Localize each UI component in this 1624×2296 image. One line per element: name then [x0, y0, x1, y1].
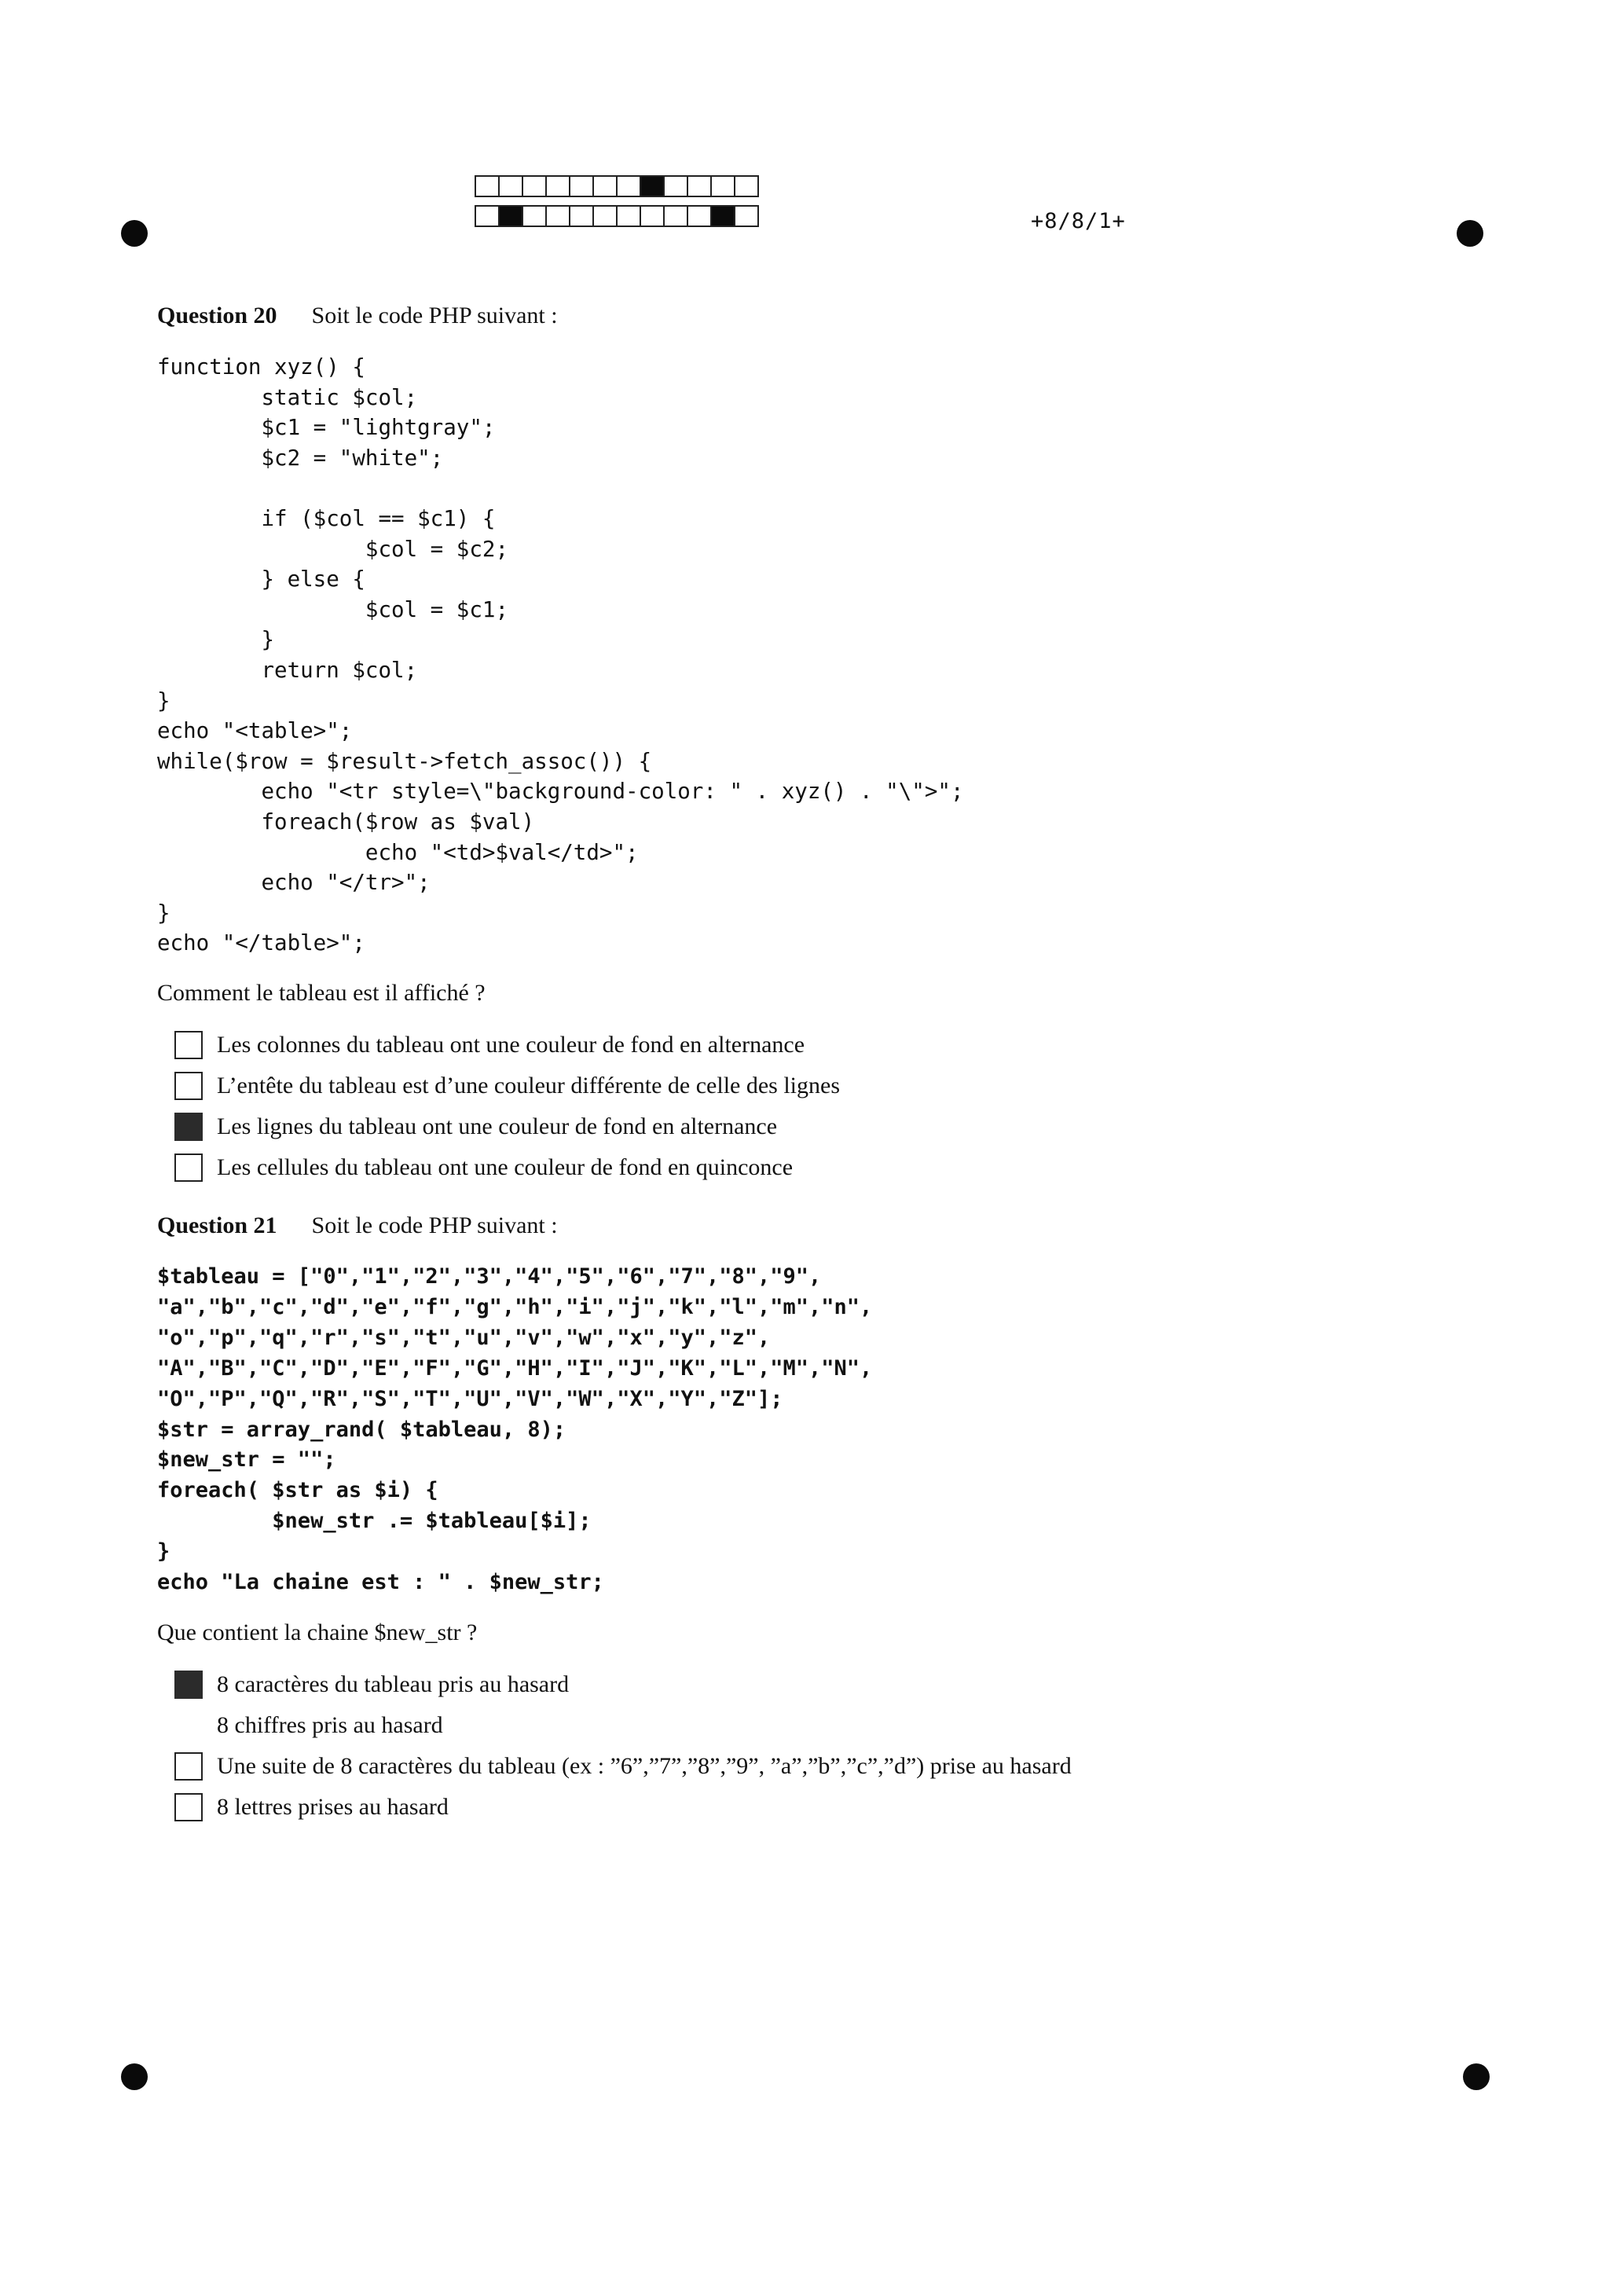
- q20-answer-4-label: Les cellules du tableau ont une couleur de fond en quinconce: [217, 1154, 794, 1180]
- question-20-intro: Soit le code PHP suivant :: [311, 303, 558, 328]
- id-grid-cell: [710, 175, 735, 197]
- q21-answer-4[interactable]: [174, 1790, 449, 1825]
- id-grid-cell: [569, 175, 594, 197]
- id-grid-row-1: [476, 175, 759, 197]
- id-grid-cell: [616, 175, 641, 197]
- page-id: +8/8/1+: [1031, 209, 1126, 233]
- id-grid-cell: [475, 175, 500, 197]
- q21-answer-4-checkbox[interactable]: [174, 1793, 203, 1821]
- id-grid-cell: [592, 205, 618, 227]
- q20-answer-2[interactable]: [174, 1069, 840, 1103]
- registration-mark-top-right: [1457, 220, 1483, 247]
- id-grid-cell: [569, 205, 594, 227]
- q20-answer-3[interactable]: [174, 1109, 777, 1144]
- q21-answer-1[interactable]: [174, 1667, 569, 1702]
- id-grid-cell: [663, 205, 688, 227]
- id-grid-cell: [687, 175, 712, 197]
- question-21-label: Question 21: [157, 1212, 277, 1238]
- q20-answer-4-checkbox[interactable]: [174, 1154, 203, 1182]
- q20-answer-2-checkbox[interactable]: [174, 1072, 203, 1100]
- id-grid-cell: [710, 205, 735, 227]
- id-grid-cell: [616, 205, 641, 227]
- q21-answer-2[interactable]: [174, 1708, 443, 1743]
- q21-answer-2-checkbox[interactable]: [174, 1711, 203, 1740]
- question-21-code: $tableau = ["0","1","2","3","4","5","6","7","8","9", "a","b","c","d","e","f","g","h","i","j","k","l","m","n", "o","p","q","r","s","t","u","v","w","x","y","z", "A","B","C","D","E","F","G","H","I","J","K","L","M","N", "O","P","Q","R","S","T","U","V","W","X","Y","Z"]; $str = array_rand( $tableau, 8); $new_str = ""; foreach( $str as $i) { $new_str .= $tableau[$i]; } echo "La chaine est : " . $new_str;: [157, 1264, 873, 1595]
- id-grid-cell: [522, 205, 547, 227]
- id-grid-cell: [545, 205, 570, 227]
- q21-answer-4-label: 8 lettres prises au hasard: [217, 1794, 449, 1820]
- registration-mark-bottom-left: [121, 2063, 148, 2090]
- id-grid-cell: [687, 205, 712, 227]
- q20-answer-1-label: Les colonnes du tableau ont une couleur de fond en alternance: [217, 1032, 805, 1058]
- id-grid-cell: [734, 205, 759, 227]
- question-21-intro: Soit le code PHP suivant :: [311, 1212, 558, 1238]
- q21-answer-3-checkbox[interactable]: [174, 1752, 203, 1781]
- q21-answer-2-label: 8 chiffres pris au hasard: [217, 1712, 443, 1738]
- registration-mark-bottom-right: [1463, 2063, 1490, 2090]
- id-grid-cell: [663, 175, 688, 197]
- question-20-prompt: Comment le tableau est il affiché ?: [157, 980, 486, 1006]
- id-grid-cell: [592, 175, 618, 197]
- id-grid-cell: [475, 205, 500, 227]
- registration-mark-top-left: [121, 220, 148, 247]
- id-grid-cell: [522, 175, 547, 197]
- id-grid-cell: [640, 205, 665, 227]
- q21-answer-3[interactable]: [174, 1749, 1072, 1784]
- question-21-header: [157, 1212, 558, 1239]
- q20-answer-3-checkbox[interactable]: [174, 1113, 203, 1141]
- id-grid-cell: [640, 175, 665, 197]
- question-20-header: [157, 303, 558, 329]
- question-20-label: Question 20: [157, 303, 277, 328]
- id-grid-cell: [545, 175, 570, 197]
- id-grid-row-2: [476, 205, 759, 227]
- q20-answer-1-checkbox[interactable]: [174, 1031, 203, 1059]
- q20-answer-2-label: L’entête du tableau est d’une couleur différente de celle des lignes: [217, 1073, 841, 1098]
- question-20-code: function xyz() { static $col; $c1 = "lightgray"; $c2 = "white"; if ($col == $c1) { $col = $c2; } else { $col = $c1; } return $col; } echo "<table>"; while($row = $result->fetch_assoc()) { echo "<tr style=\"background-color: " . xyz() . "\">"; foreach($row as $val) echo "<td>$val</td>"; echo "</tr>"; } echo "</table>";: [157, 354, 964, 956]
- q21-answer-1-label: 8 caractères du tableau pris au hasard: [217, 1671, 570, 1697]
- q20-answer-3-label: Les lignes du tableau ont une couleur de fond en alternance: [217, 1113, 778, 1139]
- id-grid-cell: [498, 175, 523, 197]
- q21-answer-3-label: Une suite de 8 caractères du tableau (ex : ”6”,”7”,”8”,”9”, ”a”,”b”,”c”,”d”) prise au hasard: [217, 1753, 1072, 1779]
- id-grid-cell: [734, 175, 759, 197]
- q20-answer-1[interactable]: [174, 1028, 805, 1062]
- id-grid-cell: [498, 205, 523, 227]
- question-21-prompt: Que contient la chaine $new_str ?: [157, 1619, 478, 1645]
- q21-answer-1-checkbox[interactable]: [174, 1671, 203, 1699]
- q20-answer-4[interactable]: [174, 1150, 793, 1185]
